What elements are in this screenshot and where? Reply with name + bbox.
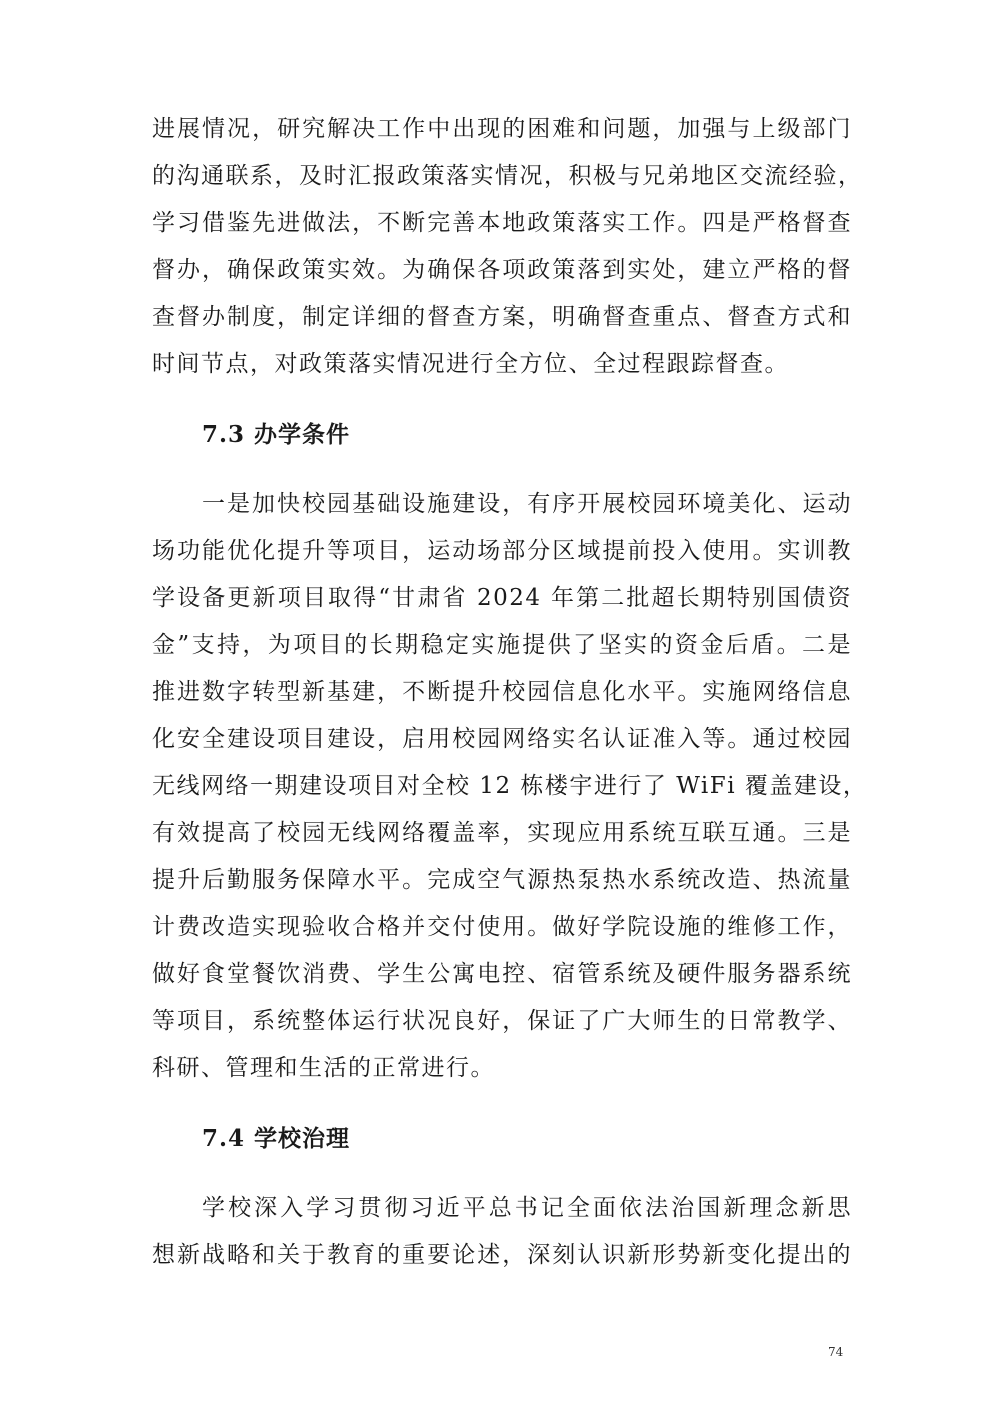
section-heading: 7.3 办学条件 xyxy=(202,421,351,448)
text-line: 金”支持，为项目的长期稳定实施提供了坚实的资金后盾。二是 xyxy=(152,632,852,658)
text-line: 推进数字转型新基建，不断提升校园信息化水平。实施网络信息 xyxy=(152,679,852,705)
text-line: 想新战略和关于教育的重要论述，深刻认识新形势新变化提出的 xyxy=(152,1242,852,1268)
text-line: 等项目，系统整体运行状况良好，保证了广大师生的日常教学、 xyxy=(152,1008,852,1034)
text-line: 学设备更新项目取得“甘肃省 2024 年第二批超长期特别国债资 xyxy=(152,585,852,611)
text-line: 无线网络一期建设项目对全校 12 栋楼宇进行了 WiFi 覆盖建设， xyxy=(152,773,868,799)
text-line: 督办，确保政策实效。为确保各项政策落到实处，建立严格的督 xyxy=(152,257,852,283)
text-line: 化安全建设项目建设，启用校园网络实名认证准入等。通过校园 xyxy=(152,726,852,752)
text-line: 时间节点，对政策落实情况进行全方位、全过程跟踪督查。 xyxy=(152,351,789,377)
body-paragraph xyxy=(152,481,868,1092)
text-line: 科研、管理和生活的正常进行。 xyxy=(152,1055,495,1081)
text-line: 学校深入学习贯彻习近平总书记全面依法治国新理念新思 xyxy=(202,1195,852,1221)
text-line: 的沟通联系，及时汇报政策落实情况，积极与兄弟地区交流经验， xyxy=(152,163,863,189)
body-paragraph xyxy=(152,106,863,388)
spacer xyxy=(152,458,852,481)
document-body xyxy=(152,106,868,1279)
spacer xyxy=(152,1162,852,1185)
text-line: 进展情况，研究解决工作中出现的困难和问题，加强与上级部门 xyxy=(152,116,852,142)
text-line: 计费改造实现验收合格并交付使用。做好学院设施的维修工作， xyxy=(152,914,852,940)
section-heading: 7.4 学校治理 xyxy=(202,1125,351,1152)
text-line: 学习借鉴先进做法，不断完善本地政策落实工作。四是严格督查 xyxy=(152,210,852,236)
text-line: 场功能优化提升等项目，运动场部分区域提前投入使用。实训教 xyxy=(152,538,852,564)
text-line: 有效提高了校园无线网络覆盖率，实现应用系统互联互通。三是 xyxy=(152,820,852,846)
spacer xyxy=(152,1092,852,1115)
page-number: 74 xyxy=(828,1345,844,1359)
text-line: 查督办制度，制定详细的督查方案，明确督查重点、督查方式和 xyxy=(152,304,852,330)
spacer xyxy=(152,388,852,411)
text-line: 一是加快校园基础设施建设，有序开展校园环境美化、运动 xyxy=(202,491,852,517)
body-paragraph xyxy=(152,1185,852,1279)
text-line: 做好食堂餐饮消费、学生公寓电控、宿管系统及硬件服务器系统 xyxy=(152,961,852,987)
text-line: 提升后勤服务保障水平。完成空气源热泵热水系统改造、热流量 xyxy=(152,867,852,893)
